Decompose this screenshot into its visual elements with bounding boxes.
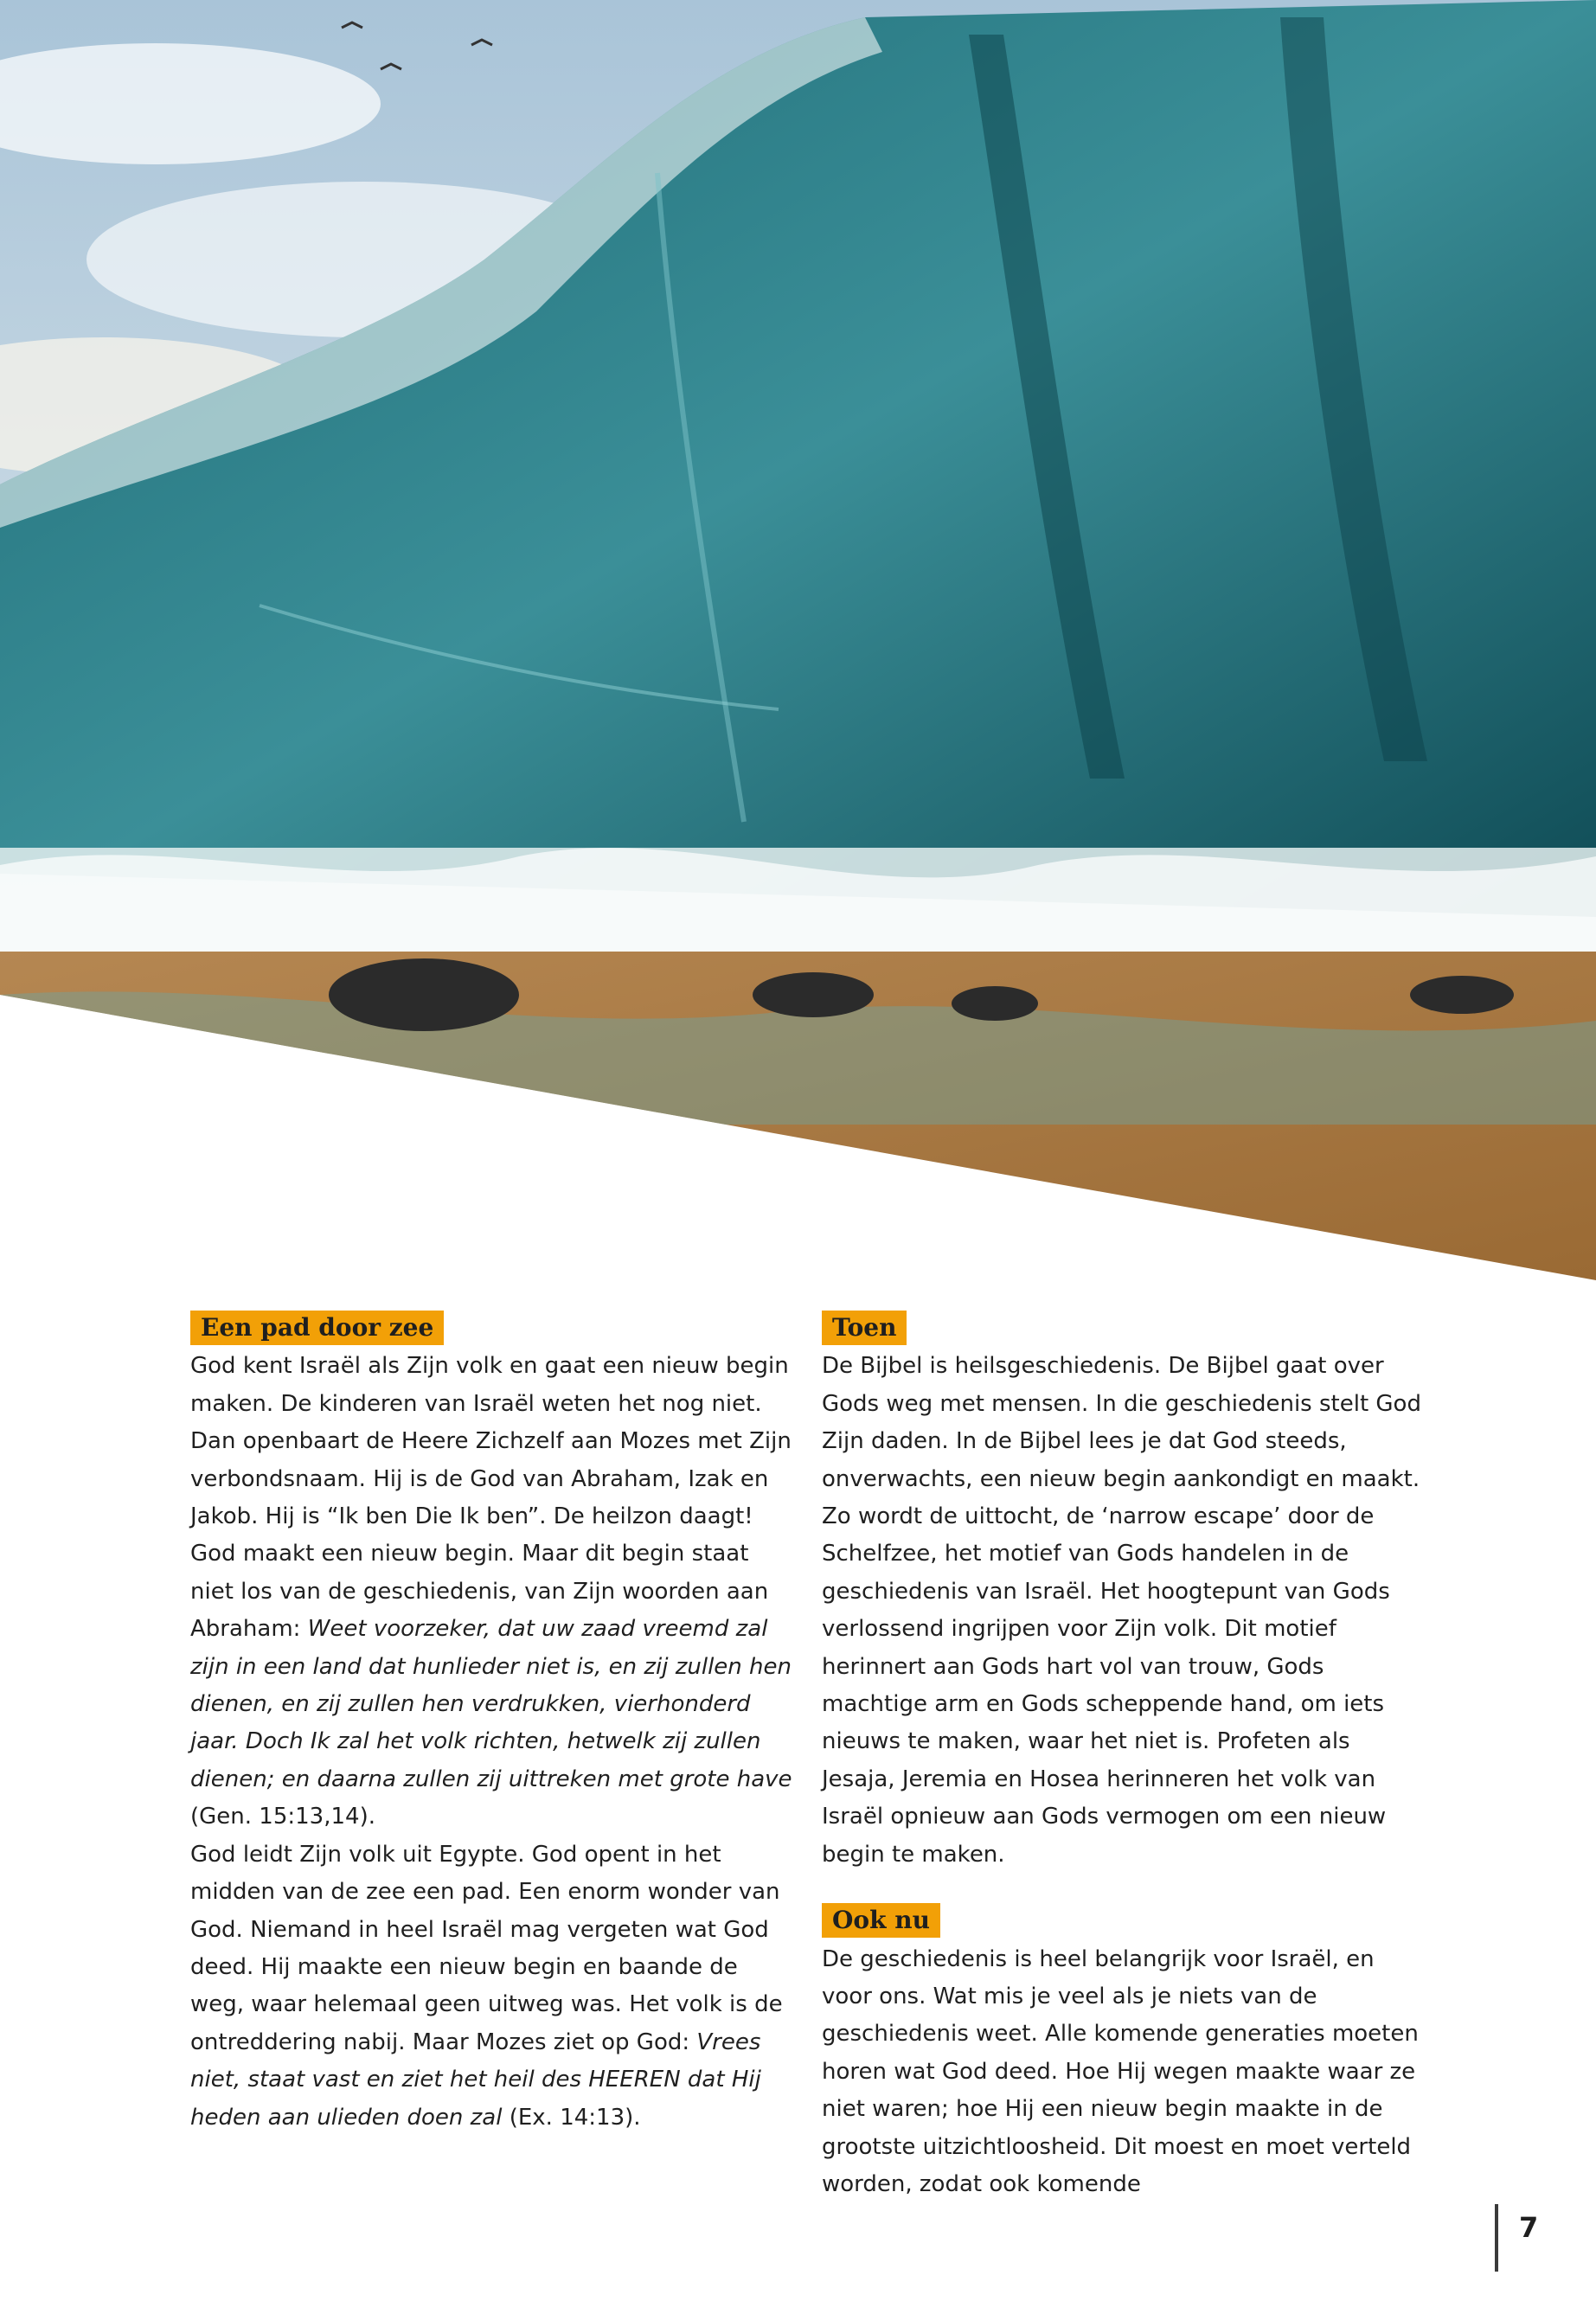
paragraph-ook-nu: De geschiedenis is heel belangrijk voor Israël, en voor ons. Wat mis je veel als je niets van de geschiedenis weet. Alle komende generaties moeten horen wat God deed. Hoe Hij wegen maakte waar ze niet waren; hoe Hij een nieuw begin maakte in de grootste uitzichtloosheid. Dit moest en moet verteld worden, zodat ook komende	[822, 1945, 1419, 2197]
paragraph-toen: De Bijbel is heilsgeschiedenis. De Bijbel gaat over Gods weg met mensen. In die geschiedenis stelt God Zijn daden. In de Bijbel lees je dat God steeds, onverwachts, een nieuw begin aankondigt en maakt. Zo wordt de uittocht, de ‘narrow escape’ door de Schelfzee, het motief van Gods handelen in de geschiedenis van Israël. Het hoogtepunt van Gods verlossend ingrijpen voor Zijn volk. Dit motief herinnert aan Gods hart vol van trouw, Gods machtige arm en Gods scheppende hand, om iets nieuws te maken, waar het niet is. Profeten als Jesaja, Jeremia en Hosea herinneren het volk van Israël opnieuw aan Gods vermogen om een nieuw begin te maken.	[822, 1353, 1421, 1868]
section-spacer	[822, 1874, 1427, 1903]
section-heading-pad-door-zee: Een pad door zee	[190, 1311, 444, 1345]
page-number: 7	[1519, 2211, 1539, 2244]
reference-exodus: (Ex. 14:13).	[502, 2104, 641, 2131]
section-heading-toen: Toen	[822, 1311, 907, 1345]
paragraph-intro-text: God kent Israël als Zijn volk en gaat een nieuw begin maken. De kinderen van Israël weten het nog niet. Dan openbaart de Heere Zichzelf aan Mozes met Zijn verbondsnaam. Hij is de God van Abraham, Izak en Jakob. Hij is “Ik ben Die Ik ben”. De heilzon daagt! God maakt een nieuw begin. Maar dit begin staat niet los van de geschiedenis, van Zijn woorden aan Abraham:	[190, 1353, 792, 1643]
quote-exodus: Vrees niet, staat vast en ziet het heil des HEEREN dat Hij heden aan ulieden doen zal	[190, 2029, 761, 2131]
right-column	[822, 1311, 1427, 2203]
paragraph-exodus-text: God leidt Zijn volk uit Egypte. God opent in het midden van de zee een pad. Een enorm wonder van God. Niemand in heel Israël mag vergeten wat God deed. Hij maakte een nieuw begin en baande de weg, waar helemaal geen uitweg was. Het volk is de ontreddering nabij. Maar Mozes ziet op God:	[190, 1841, 783, 2055]
section-heading-ook-nu: Ook nu	[822, 1903, 940, 1938]
quote-genesis: Weet voorzeker, dat uw zaad vreemd zal zijn in een land dat hunlieder niet is, en zij zullen hen dienen, en zij zullen hen verdrukken, vierhonderd jaar. Doch Ik zal het volk richten, hetwelk zij zullen dienen; en daarna zullen zij uittreken met grote have	[190, 1616, 792, 1792]
paragraph-intro	[190, 1348, 796, 1836]
reference-genesis: (Gen. 15:13,14).	[190, 1804, 375, 1830]
left-column	[190, 1311, 796, 2137]
paragraph-exodus	[190, 1836, 796, 2137]
page-number-rule	[1495, 2204, 1498, 2272]
